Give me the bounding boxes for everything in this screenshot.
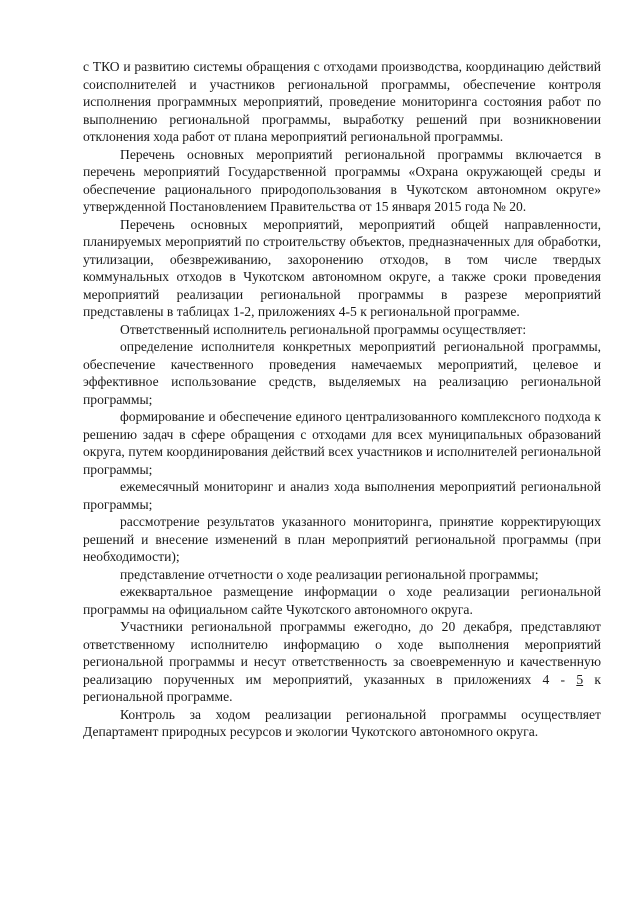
- paragraph-duty-definition: определение исполнителя конкретных мероприятий региональной программы, обеспечение качественного проведения намечаемых мероприятий, целевое и эффективное использование средств, выделяемых на реализацию региональной программы;: [83, 339, 601, 407]
- paragraph-duty-formation: формирование и обеспечение единого централизованного комплексного подхода к решению задач в сфере обращения с отходами для всех муниципальных образований округа, путем координирования действий всех участников и исполнителей региональной программы;: [83, 409, 601, 477]
- paragraph-duty-monitoring: ежемесячный мониторинг и анализ хода выполнения мероприятий региональной программы;: [83, 479, 601, 512]
- paragraph-control: Контроль за ходом реализации региональной программы осуществляет Департамент природных ресурсов и экологии Чукотского автономного округа.: [83, 706, 601, 739]
- document-page: [83, 58, 601, 741]
- paragraph-executor-intro: Ответственный исполнитель региональной программы осуществляет:: [120, 321, 527, 337]
- paragraph-main-activities: Перечень основных мероприятий, мероприятий общей направленности, планируемых мероприятий по строительству объектов, предназначенных для обработки, утилизации, обезвреживанию, захоронению отходов, в том числе твердых коммунальных отходов в Чукотском автономном округе, а также сроки проведения мероприятий реализации региональной программы в разрезе мероприятий представлены в таблицах 1-2, приложениях 4-5 к региональной программе.: [83, 216, 601, 319]
- participants-text-end: к региональной программе.: [83, 671, 601, 704]
- paragraph-duty-reporting: представление отчетности о ходе реализации региональной программы;: [120, 566, 539, 582]
- paragraph-program-list: Перечень основных мероприятий региональной программы включается в перечень мероприятий Государственной программы «Охрана окружающей среды и обеспечение рационального природопользования в Чукотском автономном округе» утвержденной Постановлением Правительства от 15 января 2015 года № 20.: [83, 146, 601, 214]
- underlined-appendix-number: 5: [576, 671, 584, 687]
- participants-text-start: Участники региональной программы ежегодно, до 20 декабря, представляют ответственному исполнителю информацию о ходе выполнения мероприятий региональной программы и несут ответственность за своевременную и качественную реализацию порученных им мероприятий, указанных в приложениях 4 -: [83, 619, 601, 687]
- paragraph-duty-publishing: ежеквартальное размещение информации о ходе реализации региональной программы на официальном сайте Чукотского автономного округа.: [83, 584, 601, 617]
- paragraph-duty-review: рассмотрение результатов указанного мониторинга, принятие корректирующих решений и внесение изменений в план мероприятий региональной программы (при необходимости);: [83, 514, 601, 564]
- paragraph-continuation: с ТКО и развитию системы обращения с отходами производства, координацию действий соисполнителей и участников региональной программы, обеспечение контроля исполнения программных мероприятий, проведение мониторинга состояния работ по выполнению региональной программы, выработку решений при возникновении отклонения хода работ от плана мероприятий региональной программы.: [83, 59, 601, 144]
- paragraph-participants: [83, 618, 601, 706]
